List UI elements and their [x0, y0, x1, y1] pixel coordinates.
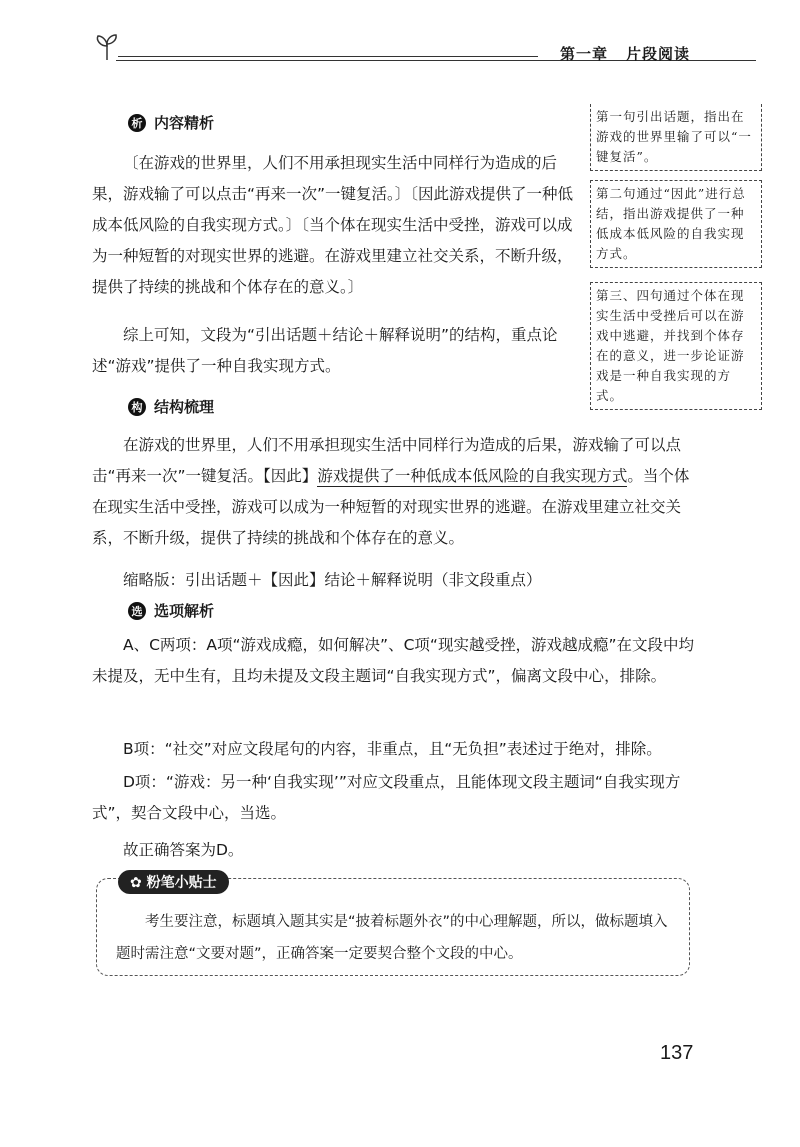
page-number: 137 — [660, 1042, 694, 1064]
structure-text-before: 在游戏的世界里，人们不用承担现实生活中同样行为造成的后果，游戏输了可以点击“再来一次”一键复活。【因此】 — [92, 436, 682, 485]
section-title: 选项解析 — [154, 602, 215, 620]
section-badge-icon: 选 — [128, 602, 146, 620]
option-d-analysis: D项：“游戏：另一种‘自我实现’”对应文段重点，且能体现文段主题词“自我实现方式”，契合文段中心，当选。 — [92, 773, 681, 822]
section-title: 结构梳理 — [154, 398, 215, 416]
margin-note-2: 第二句通过“因此”进行总结，指出游戏提供了一种低成本低风险的自我实现方式。 — [590, 180, 762, 268]
header-rule — [118, 56, 538, 57]
answer-line: 故正确答案为D。 — [123, 841, 244, 859]
option-b-analysis: B项：“社交”对应文段尾句的内容，非重点，且“无负担”表述过于绝对，排除。 — [123, 740, 662, 758]
chapter-title: 片段阅读 — [626, 45, 691, 63]
chapter-heading — [560, 43, 708, 64]
structure-text-after: 。当个体在现实生活中受挫，游戏可以成为一种短暂的对现实世界的逃避。在游戏里建立社交关系，不断升级，提供了持续的挑战和个体存在的意义。 — [92, 467, 690, 547]
tip-title — [118, 870, 229, 894]
section-badge-icon: 构 — [128, 398, 146, 416]
section-heading-content — [128, 112, 214, 133]
tip-title-text: 粉笔小贴士 — [146, 875, 217, 891]
tip-text: 考生要注意，标题填入题其实是“披着标题外衣”的中心理解题，所以，做标题填入题时需注意“文要对题”，正确答案一定要契合整个文段的中心。 — [116, 914, 668, 962]
chapter-label: 第一章 — [560, 45, 609, 63]
structure-paragraph — [92, 430, 702, 554]
content-paragraph: 〔在游戏的世界里，人们不用承担现实生活中同样行为造成的后果，游戏输了可以点击“再来一次”一键复活。〕〔因此游戏提供了一种低成本低风险的自我实现方式。〕〔当个体在现实生活中受挫，游戏可以成为一种短暂的对现实世界的逃避。在游戏里建立社交关系，不断升级，提供了持续的挑战和个体存在的意义。〕 — [92, 154, 574, 296]
sprout-icon: ✿ — [130, 875, 142, 891]
summary-paragraph: 综上可知，文段为“引出话题＋结论＋解释说明”的结构，重点论述“游戏”提供了一种自我实现方式。 — [92, 326, 558, 375]
margin-note-3: 第三、四句通过个体在现实生活中受挫后可以在游戏中逃避，并找到个体存在的意义，进一步论证游戏是一种自我实现的方式。 — [590, 282, 762, 410]
section-title: 内容精析 — [154, 114, 215, 132]
section-heading-structure — [128, 396, 214, 417]
option-ac-analysis: A、C两项：A项“游戏成瘾，如何解决”、C项“现实越受挫，游戏越成瘾”在文段中均未提及，无中生有，且均未提及文段主题词“自我实现方式”，偏离文段中心，排除。 — [92, 636, 694, 685]
section-badge-icon: 析 — [128, 114, 146, 132]
structure-summary: 缩略版：引出话题＋【因此】结论＋解释说明（非文段重点） — [123, 571, 542, 589]
sprout-icon — [92, 32, 122, 62]
structure-key-sentence: 游戏提供了一种低成本低风险的自我实现方式 — [317, 467, 628, 485]
section-heading-options — [128, 600, 214, 621]
margin-note-1: 第一句引出话题，指出在游戏的世界里输了可以“一键复活”。 — [590, 104, 762, 171]
